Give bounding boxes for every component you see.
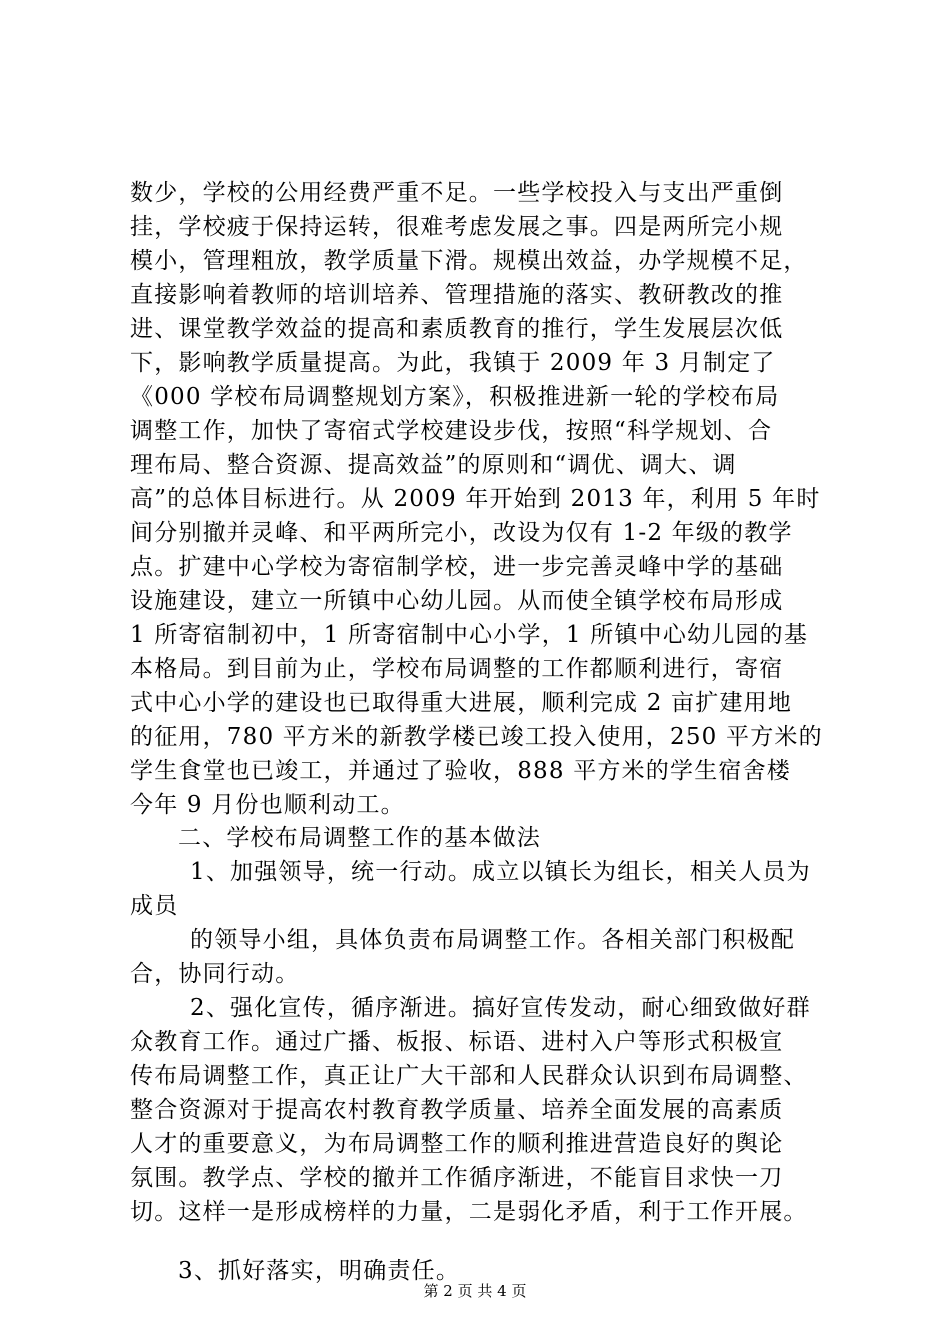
text-line: 本格局。到目前为止，学校布局调整的工作都顺利进行，寄宿 bbox=[130, 656, 784, 682]
text-line: 高”的总体目标进行。从 2009 年开始到 2013 年，利用 5 年时 bbox=[130, 486, 821, 512]
text-line: 进、课堂教学效益的提高和素质教育的推行，学生发展层次低 bbox=[130, 316, 784, 342]
section-heading: 二、学校布局调整工作的基本做法 bbox=[178, 825, 541, 851]
text-line: 模小，管理粗放，教学质量下滑。规模出效益，办学规模不足， bbox=[130, 248, 808, 274]
text-line: 人才的重要意义，为布局调整工作的顺利推进营造良好的舆论 bbox=[130, 1131, 784, 1157]
text-line: 成员 bbox=[130, 893, 179, 919]
text-line: 下，影响教学质量提高。为此，我镇于 2009 年 3 月制定了 bbox=[130, 350, 776, 376]
text-line: 的征用，780 平方米的新教学楼已竣工投入使用，250 平方米的 bbox=[130, 724, 823, 750]
text-line: 1、加强领导，统一行动。成立以镇长为组长，相关人员为 bbox=[190, 859, 811, 885]
text-line: 间分别撤并灵峰、和平两所完小，改设为仅有 1-2 年级的教学 bbox=[130, 520, 793, 546]
text-line: 点。扩建中心学校为寄宿制学校，进一步完善灵峰中学的基础 bbox=[130, 554, 784, 580]
text-line: 整合资源对于提高农村教育教学质量、培养全面发展的高素质 bbox=[130, 1097, 784, 1123]
text-line: 《000 学校布局调整规划方案》，积极推进新一轮的学校布局 bbox=[130, 384, 780, 410]
text-line: 合，协同行动。 bbox=[130, 961, 300, 987]
text-line: 2、强化宣传，循序渐进。搞好宣传发动，耐心细致做好群 bbox=[190, 995, 811, 1021]
text-line: 调整工作，加快了寄宿式学校建设步伐，按照“科学规划、合 bbox=[130, 418, 773, 444]
text-line: 1 所寄宿制初中，1 所寄宿制中心小学，1 所镇中心幼儿园的基 bbox=[130, 622, 809, 648]
text-line: 挂，学校疲于保持运转，很难考虑发展之事。四是两所完小规 bbox=[130, 214, 784, 240]
text-line: 众教育工作。通过广播、板报、标语、进村入户等形式积极宣 bbox=[130, 1029, 784, 1055]
text-line: 学生食堂也已竣工，并通过了验收，888 平方米的学生宿舍楼 bbox=[130, 758, 792, 784]
page-footer: 第 2 页 共 4 页 bbox=[423, 1282, 527, 1300]
text-line: 3、抓好落实，明确责任。 bbox=[178, 1258, 461, 1284]
text-line: 传布局调整工作，真正让广大干部和人民群众认识到布局调整、 bbox=[130, 1063, 808, 1089]
text-line: 式中心小学的建设也已取得重大进展，顺利完成 2 亩扩建用地 bbox=[130, 690, 793, 716]
text-line: 理布局、整合资源、提高效益”的原则和“调优、调大、调 bbox=[130, 452, 737, 478]
text-line: 今年 9 月份也顺利动工。 bbox=[130, 792, 405, 818]
text-line: 氛围。教学点、学校的撤并工作循序渐进，不能盲目求快一刀 bbox=[130, 1165, 784, 1191]
text-line: 数少，学校的公用经费严重不足。一些学校投入与支出严重倒 bbox=[130, 180, 784, 206]
text-line: 的领导小组，具体负责布局调整工作。各相关部门积极配 bbox=[190, 927, 795, 953]
text-line: 设施建设，建立一所镇中心幼儿园。从而使全镇学校布局形成 bbox=[130, 588, 784, 614]
text-line: 直接影响着教师的培训培养、管理措施的落实、教研教改的推 bbox=[130, 282, 784, 308]
text-line: 切。这样一是形成榜样的力量，二是弱化矛盾，利于工作开展。 bbox=[130, 1199, 808, 1225]
